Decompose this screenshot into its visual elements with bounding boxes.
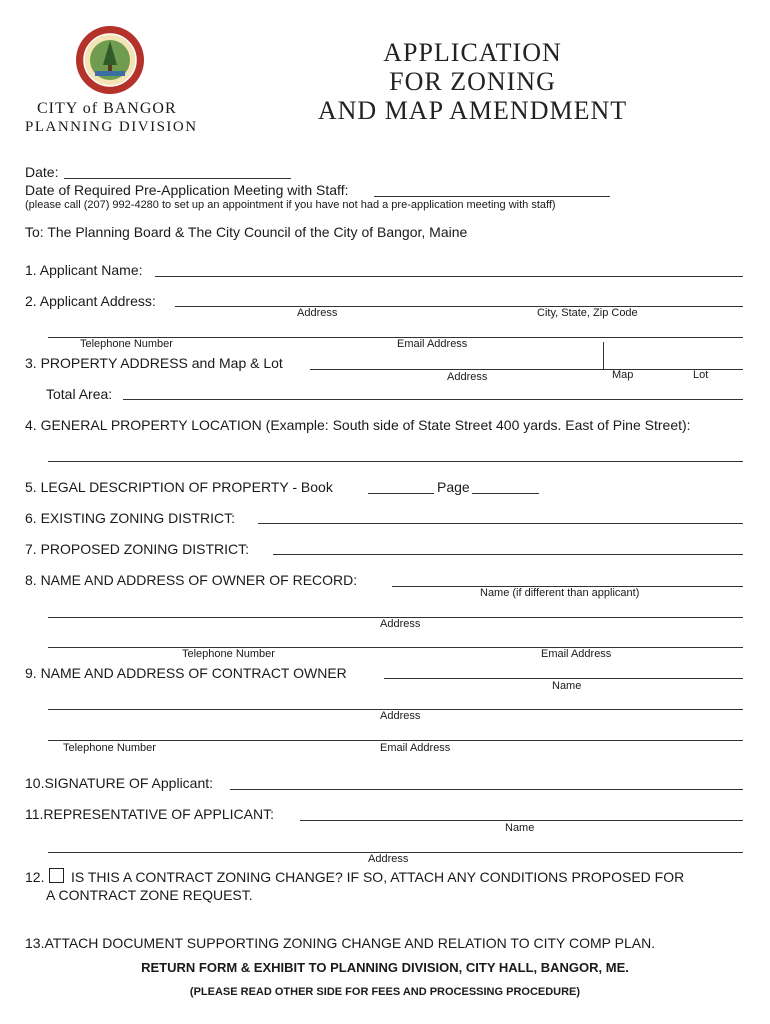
q4-label: 4. GENERAL PROPERTY LOCATION (Example: South side of State Street 400 yards. East of Pine Street): [25,417,691,433]
division-name: PLANNING DIVISION [25,119,198,135]
sub-label-map: Map [612,369,634,381]
property-address-field[interactable] [310,369,743,370]
city-seal [75,25,145,95]
sub-label-contract-name: Name [552,680,582,692]
q12-line2: A CONTRACT ZONE REQUEST. [46,887,253,903]
sub-label-property-address: Address [447,371,488,383]
sub-label-lot: Lot [693,369,709,381]
owner-phone-email-field[interactable] [48,647,743,648]
sub-label-name-diff: Name (if different than applicant) [480,587,640,599]
q3-label: 3. PROPERTY ADDRESS and Map & Lot [25,355,283,371]
sub-label-owner-email: Email Address [541,648,612,660]
representative-name-field[interactable] [300,820,743,821]
meeting-date-field[interactable] [374,196,610,197]
q8-label: 8. NAME AND ADDRESS OF OWNER OF RECORD: [25,572,358,588]
q6-label: 6. EXISTING ZONING DISTRICT: [25,510,236,526]
meeting-label: Date of Required Pre-Application Meeting with Staff: [25,182,349,198]
q11-label: 11.REPRESENTATIVE OF APPLICANT: [25,806,274,822]
property-location-field[interactable] [48,461,743,462]
to-line: To: The Planning Board & The City Council of the City of Bangor, Maine [25,224,468,240]
contract-owner-phone-email-field[interactable] [48,740,743,741]
sub-label-address: Address [297,307,338,319]
city-name: CITY of BANGOR [37,100,177,117]
existing-zoning-field[interactable] [258,523,743,524]
page-label: Page [437,479,470,495]
read-other-side-note: (PLEASE READ OTHER SIDE FOR FEES AND PROCESSING PROCEDURE) [189,986,581,998]
signature-field[interactable] [230,789,743,790]
sub-label-owner-address: Address [380,618,421,630]
sub-label-rep-name: Name [505,822,535,834]
return-instructions: RETURN FORM & EXHIBIT TO PLANNING DIVISION, CITY HALL, BANGOR, ME. [141,960,629,975]
proposed-zoning-field[interactable] [273,554,743,555]
sub-label-city: City, State, Zip Code [537,307,638,319]
form-title-line3: AND MAP AMENDMENT [317,96,628,125]
sub-label-contract-address: Address [380,710,421,722]
sub-label-owner-phone: Telephone Number [182,648,275,660]
form-title-line1: APPLICATION [383,38,562,67]
form-title-line2: FOR ZONING [389,67,556,96]
map-divider [603,342,604,369]
q9-label: 9. NAME AND ADDRESS OF CONTRACT OWNER [25,665,347,681]
sub-label-phone: Telephone Number [80,338,173,350]
q1-label: 1. Applicant Name: [25,262,143,278]
q2-label: 2. Applicant Address: [25,293,156,309]
total-area-field[interactable] [123,399,743,400]
date-label: Date: [25,164,59,180]
contract-owner-name-field[interactable] [384,678,743,679]
sub-label-email: Email Address [397,338,468,350]
sub-label-rep-address: Address [368,853,409,865]
date-field[interactable] [64,178,291,179]
q10-label: 10.SIGNATURE OF Applicant: [25,775,214,791]
meeting-note: (please call (207) 992-4280 to set up an appointment if you have not had a pre-application meeting with staff) [25,199,556,211]
applicant-address-field[interactable] [175,306,743,307]
q12-number: 12. [25,869,45,885]
applicant-name-field[interactable] [155,276,743,277]
page-field[interactable] [472,493,539,494]
q12-line1: IS THIS A CONTRACT ZONING CHANGE? IF SO, ATTACH ANY CONDITIONS PROPOSED FOR [71,869,685,885]
book-field[interactable] [368,493,434,494]
q5-label: 5. LEGAL DESCRIPTION OF PROPERTY - Book [25,479,333,495]
q13-label: 13.ATTACH DOCUMENT SUPPORTING ZONING CHANGE AND RELATION TO CITY COMP PLAN. [25,935,656,951]
contract-zoning-checkbox[interactable] [49,868,64,883]
q7-label: 7. PROPOSED ZONING DISTRICT: [25,541,250,557]
sub-label-contract-email: Email Address [380,742,451,754]
total-area-label: Total Area: [46,386,113,402]
sub-label-contract-phone: Telephone Number [63,742,156,754]
